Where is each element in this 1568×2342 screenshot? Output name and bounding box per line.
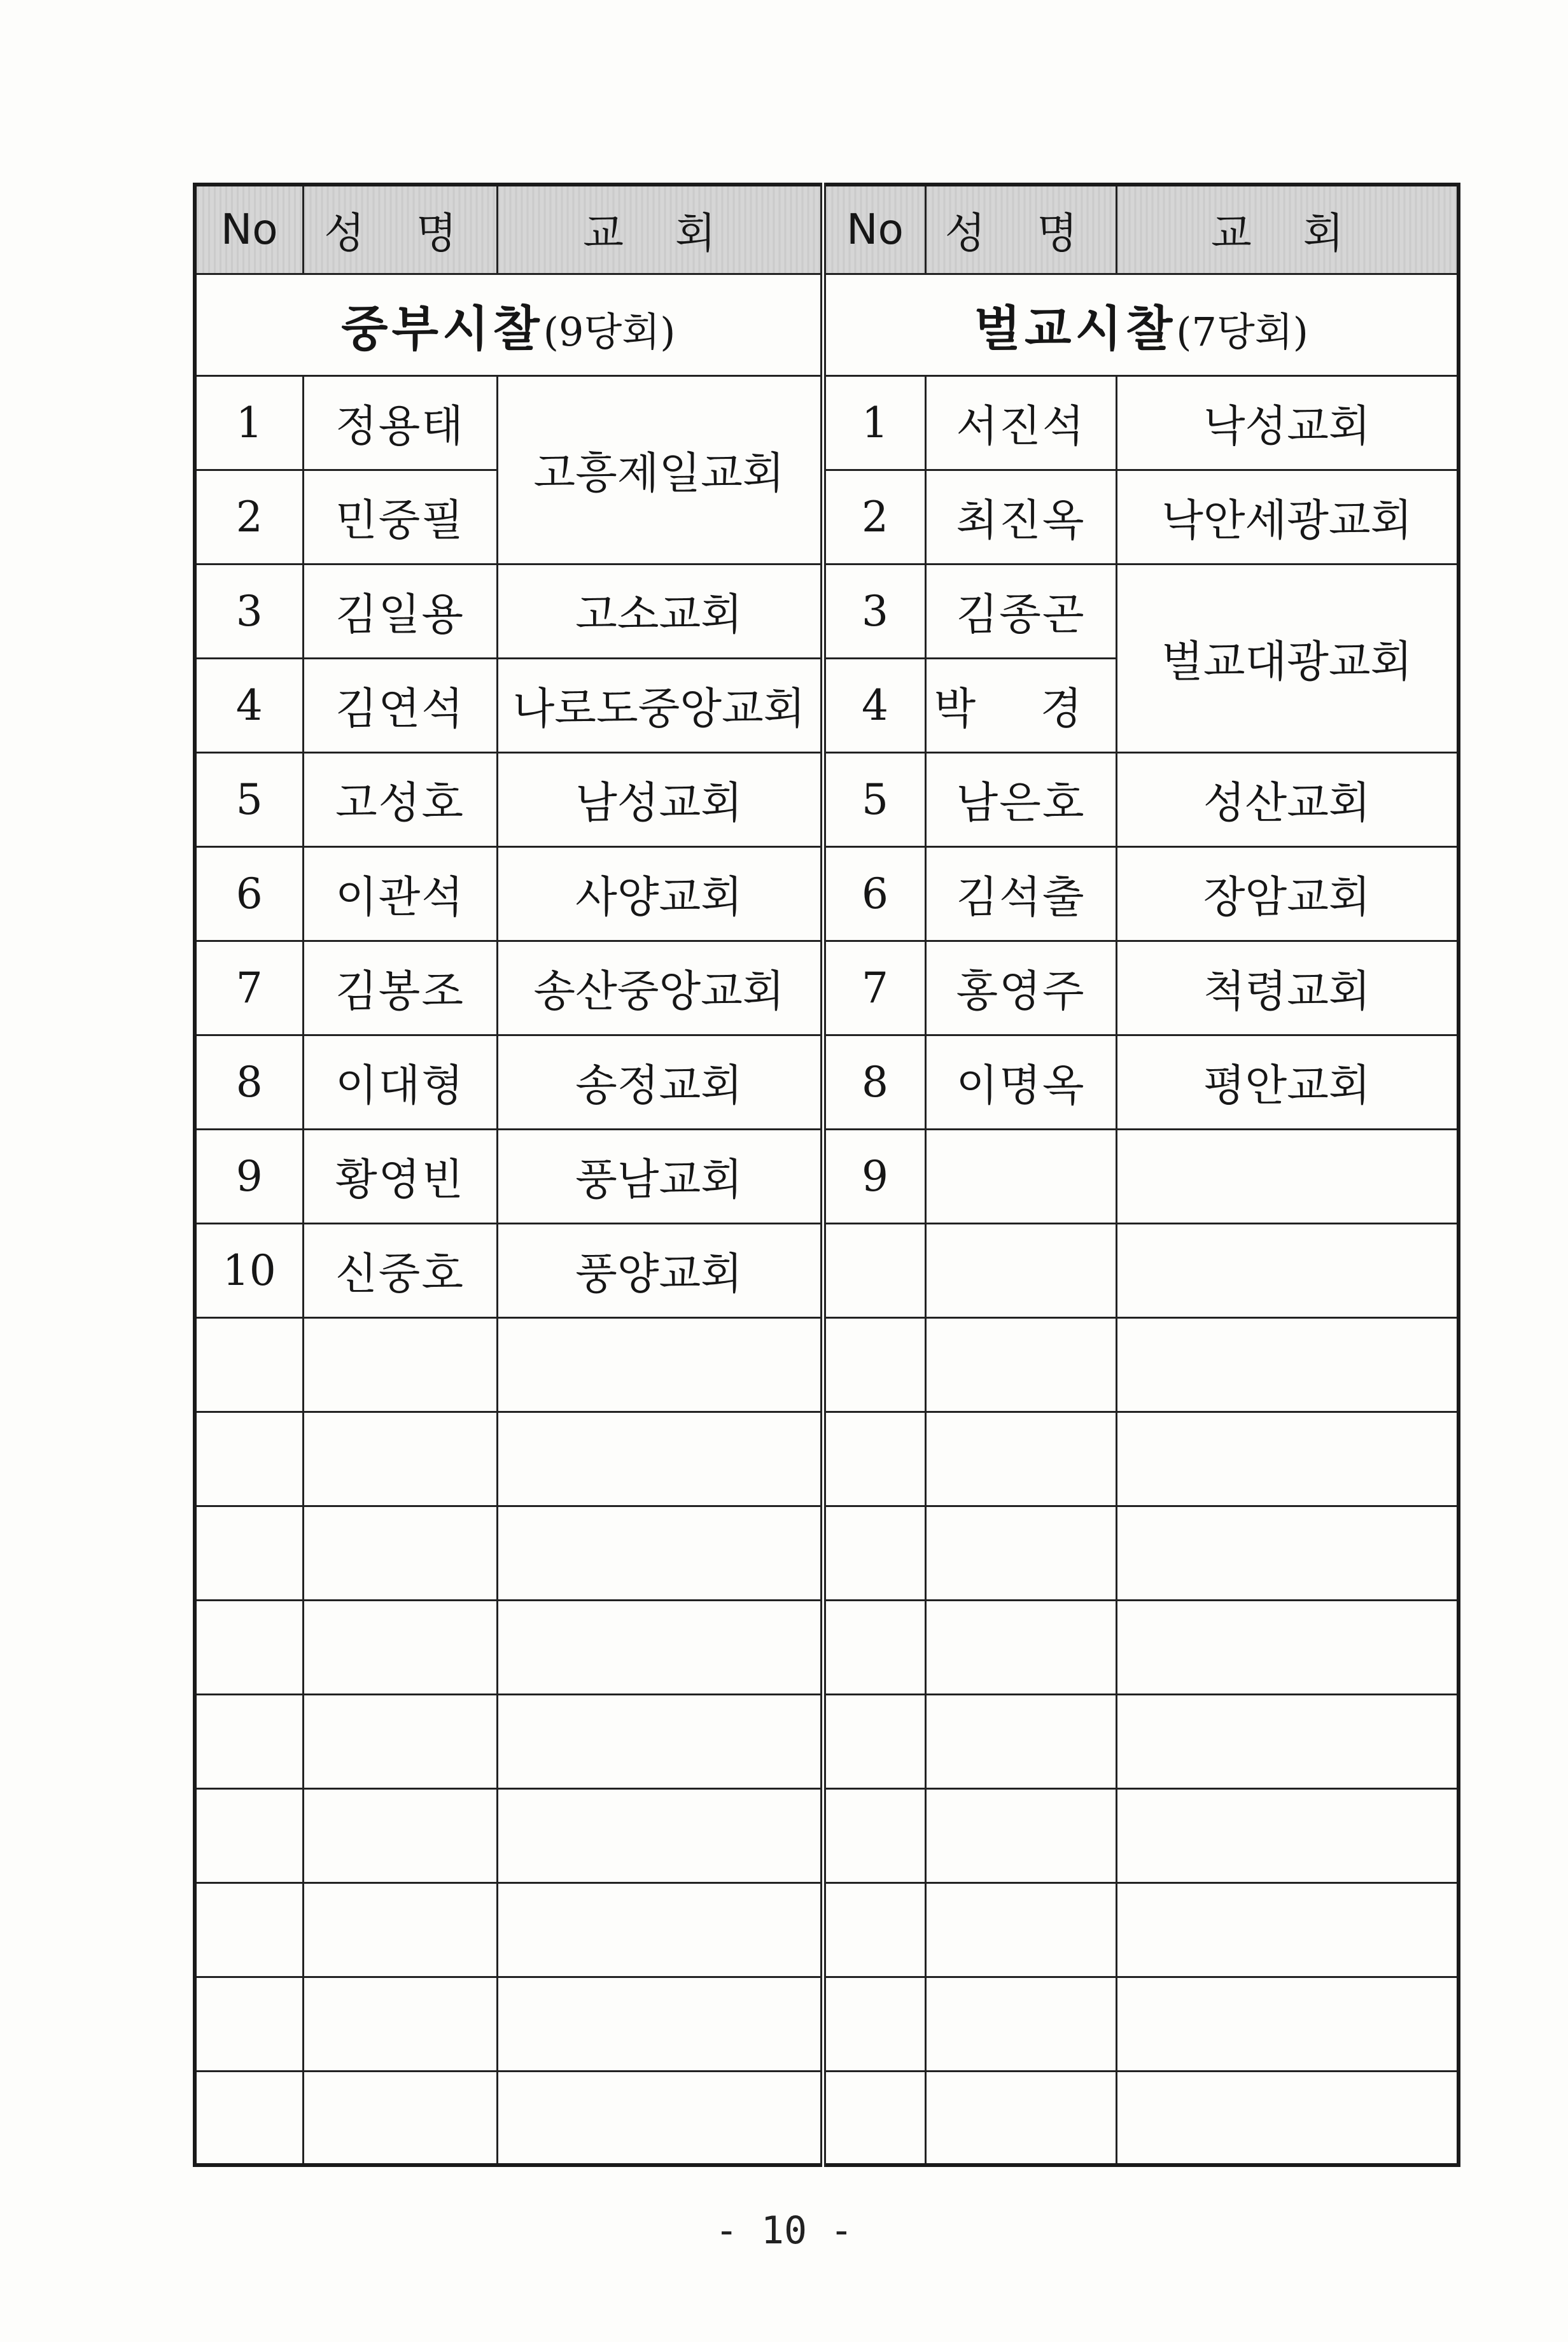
left-church: 고소교회 bbox=[497, 564, 823, 658]
right-no: 4 bbox=[823, 658, 925, 752]
empty-row bbox=[195, 1600, 1459, 1694]
left-no: 5 bbox=[195, 752, 303, 846]
section-name-left: 중부시찰 bbox=[341, 300, 543, 357]
table-row bbox=[195, 1223, 1459, 1317]
left-church: 송정교회 bbox=[497, 1035, 823, 1129]
right-no: 2 bbox=[823, 470, 925, 564]
right-name: 김종곤 bbox=[925, 564, 1116, 658]
empty-row bbox=[195, 1883, 1459, 1977]
right-church: 장암교회 bbox=[1116, 846, 1459, 941]
section-title-left bbox=[195, 274, 823, 375]
right-no: 6 bbox=[823, 846, 925, 941]
header-name-left: 성 명 bbox=[303, 185, 497, 274]
left-church: 송산중앙교회 bbox=[497, 941, 823, 1035]
table-row bbox=[195, 470, 1459, 564]
right-name: 최진옥 bbox=[925, 470, 1116, 564]
empty-row bbox=[195, 2071, 1459, 2165]
right-no: 5 bbox=[823, 752, 925, 846]
left-name: 황영빈 bbox=[303, 1129, 497, 1223]
left-no: 3 bbox=[195, 564, 303, 658]
right-no: 8 bbox=[823, 1035, 925, 1129]
table-row bbox=[195, 1035, 1459, 1129]
right-name: 홍영주 bbox=[925, 941, 1116, 1035]
right-no: 3 bbox=[823, 564, 925, 658]
right-no: 1 bbox=[823, 375, 925, 470]
left-church: 사양교회 bbox=[497, 846, 823, 941]
right-name bbox=[925, 1223, 1116, 1317]
right-no: 9 bbox=[823, 1129, 925, 1223]
empty-row bbox=[195, 1977, 1459, 2071]
left-church: 남성교회 bbox=[497, 752, 823, 846]
header-no-left: No bbox=[195, 185, 303, 274]
right-name: 남은호 bbox=[925, 752, 1116, 846]
table-row bbox=[195, 941, 1459, 1035]
right-no: 7 bbox=[823, 941, 925, 1035]
right-name: 김석출 bbox=[925, 846, 1116, 941]
empty-row bbox=[195, 1317, 1459, 1412]
section-title-row bbox=[195, 274, 1459, 375]
left-no: 4 bbox=[195, 658, 303, 752]
right-name: 서진석 bbox=[925, 375, 1116, 470]
table-row bbox=[195, 1129, 1459, 1223]
left-name: 이대형 bbox=[303, 1035, 497, 1129]
section-count-right: (7당회) bbox=[1176, 308, 1308, 355]
right-church: 성산교회 bbox=[1116, 752, 1459, 846]
left-name: 김연석 bbox=[303, 658, 497, 752]
right-church: 벌교대광교회 bbox=[1116, 564, 1459, 752]
left-no: 7 bbox=[195, 941, 303, 1035]
header-church-left: 교 회 bbox=[497, 185, 823, 274]
left-no: 9 bbox=[195, 1129, 303, 1223]
right-church: 평안교회 bbox=[1116, 1035, 1459, 1129]
header-no-right: No bbox=[823, 185, 925, 274]
left-name: 김일용 bbox=[303, 564, 497, 658]
left-no: 1 bbox=[195, 375, 303, 470]
right-name: 이명옥 bbox=[925, 1035, 1116, 1129]
section-count-left: (9당회) bbox=[543, 308, 676, 355]
roster-table bbox=[193, 183, 1460, 2167]
empty-row bbox=[195, 1506, 1459, 1600]
right-church bbox=[1116, 1129, 1459, 1223]
right-name bbox=[925, 1129, 1116, 1223]
header-row bbox=[195, 185, 1459, 274]
page-number: - 10 - bbox=[715, 2208, 853, 2253]
right-church: 척령교회 bbox=[1116, 941, 1459, 1035]
section-name-right: 벌교시찰 bbox=[974, 300, 1177, 357]
left-church: 나로도중앙교회 bbox=[497, 658, 823, 752]
table-row bbox=[195, 564, 1459, 658]
right-church bbox=[1116, 1223, 1459, 1317]
header-name-right: 성 명 bbox=[925, 185, 1116, 274]
left-name: 신중호 bbox=[303, 1223, 497, 1317]
empty-row bbox=[195, 1694, 1459, 1788]
section-title-right bbox=[823, 274, 1459, 375]
left-no: 6 bbox=[195, 846, 303, 941]
left-church: 풍양교회 bbox=[497, 1223, 823, 1317]
empty-row bbox=[195, 1412, 1459, 1506]
left-church: 풍남교회 bbox=[497, 1129, 823, 1223]
right-church: 낙성교회 bbox=[1116, 375, 1459, 470]
left-name: 민중필 bbox=[303, 470, 497, 564]
empty-row bbox=[195, 1788, 1459, 1883]
table-row bbox=[195, 846, 1459, 941]
right-name: 박 경 bbox=[925, 658, 1116, 752]
left-name: 이관석 bbox=[303, 846, 497, 941]
left-name: 고성호 bbox=[303, 752, 497, 846]
header-church-right: 교 회 bbox=[1116, 185, 1459, 274]
left-no: 8 bbox=[195, 1035, 303, 1129]
left-name: 정용태 bbox=[303, 375, 497, 470]
left-name: 김봉조 bbox=[303, 941, 497, 1035]
left-no: 2 bbox=[195, 470, 303, 564]
right-church: 낙안세광교회 bbox=[1116, 470, 1459, 564]
right-no bbox=[823, 1223, 925, 1317]
table-row bbox=[195, 375, 1459, 470]
table-row bbox=[195, 752, 1459, 846]
left-church: 고흥제일교회 bbox=[497, 375, 823, 564]
left-no: 10 bbox=[195, 1223, 303, 1317]
